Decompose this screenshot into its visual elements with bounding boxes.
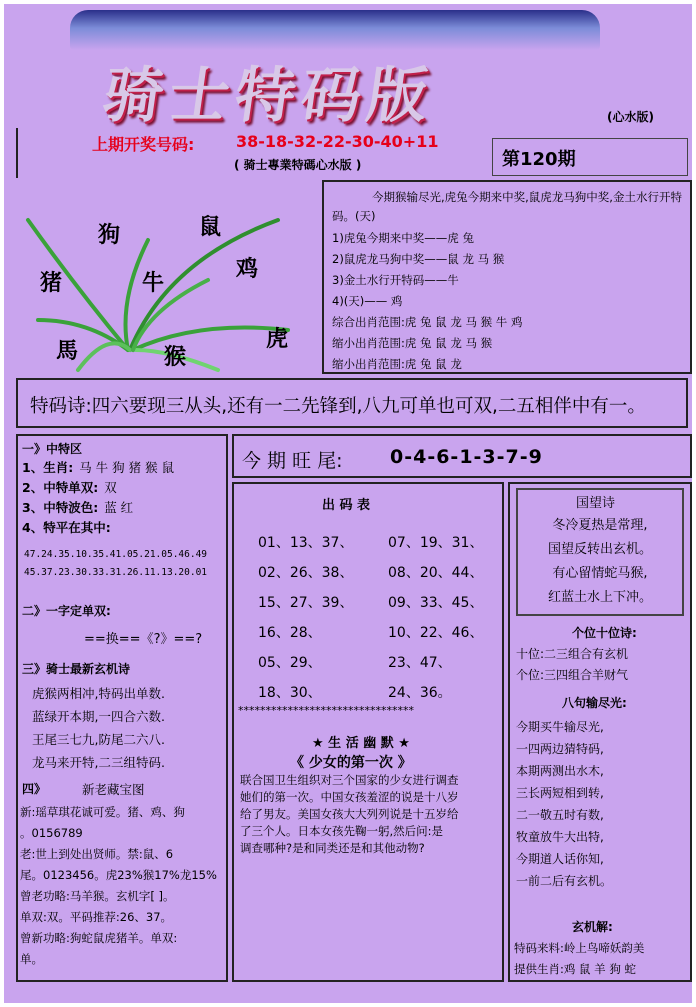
zodiac-dog: 狗 xyxy=(98,222,121,248)
prediction-line: 缩小出肖范围:虎 兔 鼠 龙 xyxy=(332,357,462,371)
bagou-line: 今期道人话你知, xyxy=(516,852,604,866)
bagou-line: 本期两测出水木, xyxy=(516,764,604,778)
code-cell: 24、36。 xyxy=(388,685,452,701)
header-left-rule xyxy=(16,128,18,178)
section-4-subtitle: 新老藏宝图 xyxy=(82,782,145,797)
code-cell: 09、33、45、 xyxy=(388,595,484,611)
xuanji-lines xyxy=(514,938,644,980)
bagou-title: 八句输尽光: xyxy=(562,696,627,710)
xuanji-title: 玄机解: xyxy=(572,920,613,934)
code-cell: 08、20、44、 xyxy=(388,565,484,581)
prediction-intro: 今期猴输尽光,虎兔今期来中奖,鼠虎龙马狗中奖,金土水行开特码。(天) xyxy=(332,190,682,223)
edition-label: (心水版) xyxy=(607,110,654,124)
prediction-line: 1)虎兔今期来中奖——虎 兔 xyxy=(332,231,474,245)
section-3-title: 三》骑士最新玄机诗 xyxy=(22,662,131,676)
guowang-line: 冬冷夏热是常理, xyxy=(552,518,648,533)
section-3-poem xyxy=(32,682,165,774)
ge-line: 十位:二三组合有玄机 xyxy=(516,647,629,661)
zodiac-horse: 馬 xyxy=(56,338,79,364)
guowang-box xyxy=(516,488,684,616)
ge-title: 个位十位诗: xyxy=(572,626,637,640)
prediction-lines xyxy=(332,228,522,375)
code-cell: 18、30、 xyxy=(258,685,322,701)
left-column xyxy=(16,434,228,982)
tail-label: 今 期 旺 尾: xyxy=(242,450,343,472)
ge-line: 个位:三四组合羊财气 xyxy=(516,668,629,682)
ge-lines xyxy=(516,644,628,686)
last-draw-numbers: 38-18-32-22-30-40+11 xyxy=(236,132,439,151)
bagou-poem xyxy=(516,716,612,892)
code-cell: 02、26、38、 xyxy=(258,565,354,581)
bagou-line: 今期买牛输尽光, xyxy=(516,720,604,734)
treasure-line: 尾。0123456。虎23%猴17%龙15% xyxy=(20,868,217,882)
prediction-line: 4)(天)—— 鸡 xyxy=(332,294,403,308)
humor-line: 给了男友。美国女孩大大列列说是十五岁给 xyxy=(240,807,459,821)
treasure-line: 新:瑶草琪花诚可爱。猪、鸡、狗 xyxy=(20,805,185,819)
prediction-box xyxy=(322,180,692,374)
special-number-row: 45.37.23.30.33.31.26.11.13.20.01 xyxy=(24,567,208,578)
section-1-items xyxy=(22,458,174,538)
section-1-item xyxy=(22,458,174,478)
issue-number: 第120期 xyxy=(502,149,576,170)
section-1-title: 一》中特区 xyxy=(22,442,83,456)
code-cell: 10、22、46、 xyxy=(388,625,484,641)
section-1-item-value: 蓝 红 xyxy=(104,500,134,515)
treasure-line: 。0156789 xyxy=(20,826,83,840)
guowang-line: 有心留情蛇马猴, xyxy=(552,566,648,581)
section-1-item xyxy=(22,478,174,498)
stars-divider: ******************************** xyxy=(238,704,414,717)
treasure-line: 老:世上到处出贤师。禁:鼠、6 xyxy=(20,847,174,861)
poem-bar xyxy=(16,378,688,428)
code-cell: 05、29、 xyxy=(258,655,322,671)
code-cell: 01、13、37、 xyxy=(258,535,354,551)
treasure-line: 曾新功略:狗蛇鼠虎猪羊。单双: xyxy=(20,931,178,945)
poem-line: 王尾三七九,防尾二六八. xyxy=(32,732,165,747)
bagou-line: 二一敬五时有数, xyxy=(516,808,604,822)
last-draw-label: 上期开奖号码: xyxy=(92,135,195,154)
code-cell: 07、19、31、 xyxy=(388,535,484,551)
section-1-item-key: 2、中特单双: xyxy=(22,480,99,495)
humor-subtitle: 《 少女的第一次 》 xyxy=(290,755,412,771)
prediction-line: 3)金土水行开特码——牛 xyxy=(332,273,459,287)
section-1-item xyxy=(22,518,174,538)
guowang-line: 国望反转出玄机。 xyxy=(547,542,652,557)
bagou-line: 一四两边猜特码, xyxy=(516,742,604,756)
zodiac-monkey: 猴 xyxy=(164,344,187,370)
section-1-item-value: 双 xyxy=(104,480,117,495)
prediction-line: 2)鼠虎龙马狗中奖——鼠 龙 马 猴 xyxy=(332,252,505,266)
section-2-title: 二》一字定单双: xyxy=(22,604,111,618)
guowang-line: 红蓝土水上下冲。 xyxy=(547,590,652,605)
poem-line: 蓝绿开本期,一四合六数. xyxy=(32,709,165,724)
section-4-title: 四》 xyxy=(22,782,47,796)
tail-value: 0-4-6-1-3-7-9 xyxy=(390,446,543,468)
treasure-line: 单。 xyxy=(20,952,43,966)
humor-line: 她们的第一次。中国女孩羞涩的说是十八岁 xyxy=(240,790,459,804)
humor-body xyxy=(240,772,459,857)
guowang-poem xyxy=(518,514,682,610)
special-number-row: 47.24.35.10.35.41.05.21.05.46.49 xyxy=(24,549,208,560)
zodiac-tiger: 虎 xyxy=(266,326,289,352)
treasure-line: 曾老功略:马羊猴。玄机字[ ]。 xyxy=(20,889,175,903)
zodiac-pig: 猪 xyxy=(40,270,63,296)
zodiac-rat: 鼠 xyxy=(199,214,222,240)
prediction-line: 综合出肖范围:虎 兔 鼠 龙 马 猴 牛 鸡 xyxy=(332,315,523,329)
humor-line: 调查哪种?是和同类还是和其他动物? xyxy=(240,841,425,855)
prediction-line: 缩小出肖范围:虎 兔 鼠 龙 马 猴 xyxy=(332,336,493,350)
humor-line: 了三个人。日本女孩先鞠一躬,然后问:是 xyxy=(240,824,444,838)
code-cell: 23、47、 xyxy=(388,655,452,671)
poem-text: 特码诗:四六要现三从头,还有一二先锋到,八九可单也可双,二五相伴中有一。 xyxy=(30,396,646,417)
code-cell: 16、28、 xyxy=(258,625,322,641)
bagou-line: 三长两短相到转, xyxy=(516,786,604,800)
section-1-item-key: 4、特平在其中: xyxy=(22,520,111,535)
poem-line: 龙马来开特,二三组特码. xyxy=(32,755,165,770)
section-1-item-value: 马 牛 狗 猪 猴 鼠 xyxy=(79,460,175,475)
section-1-item-key: 1、生肖: xyxy=(22,460,74,475)
section-1-item-key: 3、中特波色: xyxy=(22,500,99,515)
humor-title: ★ 生 活 幽 默 ★ xyxy=(312,736,410,751)
xuanji-line: 特码来料:岭上鸟啼妖韵美 xyxy=(514,941,645,955)
humor-line: 联合国卫生组织对三个国家的少女进行调查 xyxy=(240,773,459,787)
xuanji-line: 提供生肖:鸡 鼠 羊 狗 蛇 xyxy=(514,962,636,976)
right-column xyxy=(508,482,692,982)
zodiac-rooster: 鸡 xyxy=(236,256,259,282)
document-page xyxy=(4,4,692,1003)
code-cell: 15、27、39、 xyxy=(258,595,354,611)
code-table-box xyxy=(232,482,504,982)
treasure-line: 单双:双。平码推荐:26、37。 xyxy=(20,910,173,924)
bagou-line: 牧童放牛大出特, xyxy=(516,830,604,844)
section-2-text: ==换==《?》==? xyxy=(84,632,203,647)
tail-bar xyxy=(232,434,692,478)
header-banner xyxy=(70,10,600,50)
code-table-title: 出 码 表 xyxy=(322,498,371,513)
page-title: 骑士特码版 xyxy=(98,61,439,131)
subtitle: ( 骑士專業特碼心水版 ) xyxy=(234,158,362,172)
section-4-treasure-map xyxy=(20,802,217,970)
poem-line: 虎猴两相冲,特码出单数. xyxy=(32,686,165,701)
zodiac-ox: 牛 xyxy=(142,270,165,296)
bagou-line: 一前二后有玄机。 xyxy=(516,874,613,888)
special-numbers xyxy=(24,546,207,582)
section-1-item xyxy=(22,498,174,518)
guowang-title: 国望诗 xyxy=(576,496,616,511)
